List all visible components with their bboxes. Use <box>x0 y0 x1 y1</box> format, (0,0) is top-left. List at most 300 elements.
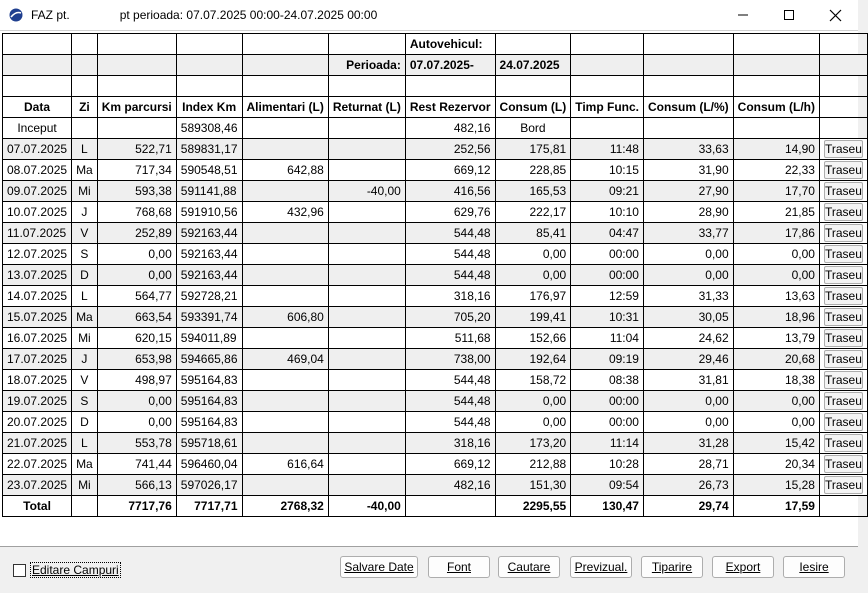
cell-rest: 544,48 <box>405 265 495 286</box>
cell-timp: 11:04 <box>571 328 644 349</box>
traseu-cell <box>819 160 867 181</box>
empty-cell <box>72 34 98 55</box>
cell-alim: 606,80 <box>242 307 328 328</box>
cell-rest: 738,00 <box>405 349 495 370</box>
maximize-button[interactable] <box>766 0 812 30</box>
cell-index: 592163,44 <box>176 223 242 244</box>
cell-alim <box>242 244 328 265</box>
info-row-autovehicul <box>3 34 868 55</box>
close-button[interactable] <box>812 0 858 30</box>
traseu-button[interactable]: Traseu <box>824 205 862 219</box>
cell-consum: 0,00 <box>495 244 571 265</box>
table-row[interactable] <box>3 412 868 433</box>
cell-ret <box>328 412 405 433</box>
cell-ret <box>328 454 405 475</box>
empty-cell <box>405 76 495 97</box>
cell-zi: J <box>72 202 98 223</box>
traseu-cell <box>819 307 867 328</box>
cell-alim <box>242 265 328 286</box>
cell-consum: 175,81 <box>495 139 571 160</box>
traseu-cell <box>819 349 867 370</box>
cell-rest: 318,16 <box>405 286 495 307</box>
cell-clh: 20,68 <box>733 349 819 370</box>
cell-ret: -40,00 <box>328 181 405 202</box>
cell-km: 553,78 <box>97 433 176 454</box>
cell-alim <box>242 181 328 202</box>
empty-cell <box>495 34 571 55</box>
cell-timp: 10:28 <box>571 454 644 475</box>
cell-timp: 00:00 <box>571 391 644 412</box>
cell-zi: V <box>72 223 98 244</box>
empty-cell <box>176 34 242 55</box>
cell-km: 0,00 <box>97 391 176 412</box>
traseu-cell <box>819 370 867 391</box>
cell-ret <box>328 244 405 265</box>
cell-clh: 15,42 <box>733 433 819 454</box>
cell-timp: 10:31 <box>571 307 644 328</box>
cell-timp: 11:14 <box>571 433 644 454</box>
cell-km: 498,97 <box>97 370 176 391</box>
cell-rest: 544,48 <box>405 391 495 412</box>
traseu-cell <box>819 223 867 244</box>
traseu-button[interactable]: Traseu <box>824 478 862 492</box>
cell-alim <box>242 370 328 391</box>
cell-consum: 0,00 <box>495 265 571 286</box>
cell-data: 11.07.2025 <box>3 223 72 244</box>
cell-clh: 0,00 <box>733 391 819 412</box>
cell-index: 592163,44 <box>176 244 242 265</box>
cell-km: 768,68 <box>97 202 176 223</box>
cell-data: 22.07.2025 <box>3 454 72 475</box>
cell-clh: 15,28 <box>733 475 819 496</box>
cell-consum: 158,72 <box>495 370 571 391</box>
header-row <box>3 97 868 118</box>
cell-clh: 18,96 <box>733 307 819 328</box>
cell-index: 591141,88 <box>176 181 242 202</box>
cell-alim <box>242 328 328 349</box>
traseu-button[interactable]: Traseu <box>824 142 862 156</box>
cell-index: 594011,89 <box>176 328 242 349</box>
column-header[interactable]: Km parcursi <box>97 97 176 118</box>
cell-ret <box>328 265 405 286</box>
cell-ret <box>328 370 405 391</box>
perioada-end: 24.07.2025 <box>495 55 571 76</box>
title-redacted-vehicle <box>70 9 120 21</box>
traseu-cell <box>819 433 867 454</box>
table-row[interactable] <box>3 391 868 412</box>
cell-consum: 0,00 <box>495 391 571 412</box>
table-row[interactable] <box>3 307 868 328</box>
cell-ret <box>328 223 405 244</box>
cell-zi: J <box>72 349 98 370</box>
cell-cpct: 28,71 <box>643 454 733 475</box>
total-label: Total <box>3 496 72 517</box>
empty-cell <box>97 118 176 139</box>
cell-rest: 511,68 <box>405 328 495 349</box>
cell-timp: 09:21 <box>571 181 644 202</box>
cautare-button[interactable]: Cautare <box>498 556 560 578</box>
cell-cpct: 26,73 <box>643 475 733 496</box>
traseu-cell <box>819 475 867 496</box>
spacer-row <box>3 76 868 97</box>
cell-timp: 09:54 <box>571 475 644 496</box>
cell-zi: V <box>72 370 98 391</box>
cell-consum: 152,66 <box>495 328 571 349</box>
cell-km: 741,44 <box>97 454 176 475</box>
cell-cpct: 28,90 <box>643 202 733 223</box>
cell-rest: 544,48 <box>405 412 495 433</box>
cell-timp: 08:38 <box>571 370 644 391</box>
cell-alim <box>242 433 328 454</box>
cell-alim <box>242 223 328 244</box>
cell-cpct: 0,00 <box>643 412 733 433</box>
empty-cell <box>571 76 644 97</box>
traseu-button[interactable]: Traseu <box>824 163 862 177</box>
previzual-button[interactable]: Previzual. <box>570 556 632 578</box>
cell-timp: 11:48 <box>571 139 644 160</box>
cell-zi: Ma <box>72 307 98 328</box>
column-header[interactable]: Index Km <box>176 97 242 118</box>
empty-cell <box>72 55 98 76</box>
column-header[interactable]: Consum (L/%) <box>643 97 733 118</box>
cell-rest: 705,20 <box>405 307 495 328</box>
traseu-button[interactable]: Traseu <box>824 415 862 429</box>
cell-index: 592163,44 <box>176 265 242 286</box>
traseu-button[interactable]: Traseu <box>824 184 862 198</box>
column-header[interactable]: Timp Func. <box>571 97 644 118</box>
minimize-icon <box>738 10 748 20</box>
empty-cell <box>819 76 867 97</box>
total-ret: -40,00 <box>328 496 405 517</box>
cell-index: 594665,86 <box>176 349 242 370</box>
cell-km: 620,15 <box>97 328 176 349</box>
close-icon <box>830 10 841 21</box>
cell-consum: 165,53 <box>495 181 571 202</box>
cell-km: 0,00 <box>97 412 176 433</box>
cell-rest: 318,16 <box>405 433 495 454</box>
cell-zi: L <box>72 433 98 454</box>
cell-rest: 544,48 <box>405 223 495 244</box>
bottom-toolbar <box>0 547 858 593</box>
cell-rest: 416,56 <box>405 181 495 202</box>
iesire-button[interactable]: Iesire <box>783 556 845 578</box>
cell-ret <box>328 433 405 454</box>
table-row[interactable] <box>3 265 868 286</box>
empty-cell <box>72 496 98 517</box>
empty-cell <box>819 34 867 55</box>
traseu-button[interactable]: Traseu <box>824 394 862 408</box>
traseu-cell <box>819 181 867 202</box>
total-timp: 130,47 <box>571 496 644 517</box>
cell-data: 10.07.2025 <box>3 202 72 223</box>
table-row[interactable] <box>3 223 868 244</box>
cell-cpct: 31,28 <box>643 433 733 454</box>
traseu-cell <box>819 286 867 307</box>
cell-data: 17.07.2025 <box>3 349 72 370</box>
cell-km: 566,13 <box>97 475 176 496</box>
cell-zi: Ma <box>72 160 98 181</box>
cell-index: 595164,83 <box>176 391 242 412</box>
cell-data: 19.07.2025 <box>3 391 72 412</box>
cell-timp: 09:19 <box>571 349 644 370</box>
cell-cpct: 31,90 <box>643 160 733 181</box>
cell-index: 592728,21 <box>176 286 242 307</box>
info-row-perioada <box>3 55 868 76</box>
inceput-label: Inceput <box>3 118 72 139</box>
title-suffix: pt perioada: 07.07.2025 00:00-24.07.2025 00:00 <box>119 8 378 22</box>
traseu-button[interactable]: Traseu <box>824 247 862 261</box>
cell-clh: 18,38 <box>733 370 819 391</box>
table-row[interactable] <box>3 370 868 391</box>
table-row[interactable] <box>3 139 868 160</box>
table-row[interactable] <box>3 433 868 454</box>
empty-cell <box>97 76 176 97</box>
table-row[interactable] <box>3 244 868 265</box>
traseu-button[interactable]: Traseu <box>824 226 862 240</box>
cell-cpct: 33,77 <box>643 223 733 244</box>
table-row[interactable] <box>3 160 868 181</box>
cell-cpct: 31,81 <box>643 370 733 391</box>
cell-clh: 13,79 <box>733 328 819 349</box>
empty-cell <box>97 55 176 76</box>
cell-km: 717,34 <box>97 160 176 181</box>
minimize-button[interactable] <box>720 0 766 30</box>
cell-data: 07.07.2025 <box>3 139 72 160</box>
cell-clh: 20,34 <box>733 454 819 475</box>
cell-data: 16.07.2025 <box>3 328 72 349</box>
cell-rest: 252,56 <box>405 139 495 160</box>
empty-cell <box>72 76 98 97</box>
app-icon <box>9 8 23 22</box>
cell-cpct: 0,00 <box>643 244 733 265</box>
empty-cell <box>242 118 328 139</box>
cell-km: 663,54 <box>97 307 176 328</box>
empty-cell <box>733 76 819 97</box>
traseu-cell <box>819 265 867 286</box>
cell-rest: 482,16 <box>405 475 495 496</box>
cell-ret <box>328 328 405 349</box>
cell-data: 15.07.2025 <box>3 307 72 328</box>
cell-cpct: 31,33 <box>643 286 733 307</box>
table-row[interactable] <box>3 349 868 370</box>
cell-km: 564,77 <box>97 286 176 307</box>
empty-cell <box>328 34 405 55</box>
empty-cell <box>643 118 733 139</box>
empty-cell <box>72 118 98 139</box>
empty-cell <box>242 34 328 55</box>
cell-cpct: 30,05 <box>643 307 733 328</box>
total-index: 7717,71 <box>176 496 242 517</box>
cell-cpct: 33,63 <box>643 139 733 160</box>
cell-zi: Mi <box>72 181 98 202</box>
column-header[interactable]: Returnat (L) <box>328 97 405 118</box>
empty-cell <box>643 76 733 97</box>
empty-cell <box>819 97 867 118</box>
traseu-button[interactable]: Traseu <box>824 310 862 324</box>
cell-alim: 469,04 <box>242 349 328 370</box>
editare-campuri-label[interactable]: Editare Campuri <box>32 563 119 577</box>
cell-clh: 0,00 <box>733 412 819 433</box>
cell-clh: 17,86 <box>733 223 819 244</box>
empty-cell <box>733 55 819 76</box>
font-button[interactable]: Font <box>428 556 490 578</box>
total-alim: 2768,32 <box>242 496 328 517</box>
cell-alim <box>242 139 328 160</box>
empty-cell <box>643 34 733 55</box>
title-prefix: FAZ pt. <box>31 8 70 22</box>
table-row[interactable] <box>3 181 868 202</box>
column-header[interactable]: Consum (L/h) <box>733 97 819 118</box>
traseu-cell <box>819 244 867 265</box>
report-grid-area <box>0 30 862 547</box>
cell-clh: 13,63 <box>733 286 819 307</box>
cell-ret <box>328 475 405 496</box>
inceput-row <box>3 118 868 139</box>
autovehicul-label: Autovehicul: <box>405 34 495 55</box>
cell-data: 12.07.2025 <box>3 244 72 265</box>
column-header[interactable]: Rest Rezervor <box>405 97 495 118</box>
cell-data: 21.07.2025 <box>3 433 72 454</box>
cell-clh: 14,90 <box>733 139 819 160</box>
cell-zi: Mi <box>72 328 98 349</box>
cell-ret <box>328 307 405 328</box>
traseu-cell <box>819 202 867 223</box>
cell-rest: 669,12 <box>405 160 495 181</box>
cell-ret <box>328 202 405 223</box>
traseu-button[interactable]: Traseu <box>824 436 862 450</box>
cell-timp: 10:10 <box>571 202 644 223</box>
perioada-start: 07.07.2025- <box>405 55 495 76</box>
cell-timp: 10:15 <box>571 160 644 181</box>
column-header[interactable]: Zi <box>72 97 98 118</box>
cell-km: 0,00 <box>97 244 176 265</box>
traseu-cell <box>819 391 867 412</box>
cell-cpct: 24,62 <box>643 328 733 349</box>
cell-index: 591910,56 <box>176 202 242 223</box>
editare-campuri-checkbox[interactable] <box>13 562 121 578</box>
empty-cell <box>733 34 819 55</box>
cell-zi: D <box>72 412 98 433</box>
cell-alim: 616,64 <box>242 454 328 475</box>
traseu-button[interactable]: Traseu <box>824 331 862 345</box>
cell-data: 09.07.2025 <box>3 181 72 202</box>
empty-cell <box>3 76 72 97</box>
cell-cpct: 0,00 <box>643 391 733 412</box>
traseu-cell <box>819 454 867 475</box>
checkbox-box[interactable] <box>13 564 26 577</box>
salvare-date-button[interactable]: Salvare Date <box>340 556 418 578</box>
cell-data: 20.07.2025 <box>3 412 72 433</box>
column-header[interactable]: Consum (L) <box>495 97 571 118</box>
cell-km: 0,00 <box>97 265 176 286</box>
column-header[interactable]: Data <box>3 97 72 118</box>
window-title <box>31 8 377 22</box>
traseu-button[interactable]: Traseu <box>824 457 862 471</box>
cell-alim <box>242 475 328 496</box>
empty-cell <box>242 55 328 76</box>
cell-index: 595164,83 <box>176 370 242 391</box>
cell-timp: 00:00 <box>571 412 644 433</box>
cell-km: 522,71 <box>97 139 176 160</box>
traseu-button[interactable]: Traseu <box>824 352 862 366</box>
cell-cpct: 27,90 <box>643 181 733 202</box>
cell-rest: 544,48 <box>405 244 495 265</box>
table-row[interactable] <box>3 286 868 307</box>
tiparire-button[interactable]: Tiparire <box>641 556 703 578</box>
cell-index: 597026,17 <box>176 475 242 496</box>
traseu-button[interactable]: Traseu <box>824 373 862 387</box>
cell-consum: 85,41 <box>495 223 571 244</box>
empty-cell <box>733 118 819 139</box>
cell-alim <box>242 286 328 307</box>
total-rest <box>405 496 495 517</box>
empty-cell <box>97 34 176 55</box>
cell-alim: 642,88 <box>242 160 328 181</box>
cell-zi: D <box>72 265 98 286</box>
total-cpct: 29,74 <box>643 496 733 517</box>
empty-cell <box>242 76 328 97</box>
inceput-rest: 482,16 <box>405 118 495 139</box>
cell-consum: 212,88 <box>495 454 571 475</box>
cell-data: 23.07.2025 <box>3 475 72 496</box>
cell-data: 18.07.2025 <box>3 370 72 391</box>
cell-clh: 0,00 <box>733 244 819 265</box>
empty-cell <box>571 34 644 55</box>
perioada-label: Perioada: <box>328 55 405 76</box>
report-table[interactable] <box>2 33 868 517</box>
traseu-cell <box>819 328 867 349</box>
total-clh: 17,59 <box>733 496 819 517</box>
cell-data: 08.07.2025 <box>3 160 72 181</box>
export-button[interactable]: Export <box>712 556 774 578</box>
empty-cell <box>819 118 867 139</box>
empty-cell <box>3 34 72 55</box>
cell-data: 13.07.2025 <box>3 265 72 286</box>
cell-zi: Mi <box>72 475 98 496</box>
table-row[interactable] <box>3 328 868 349</box>
cell-consum: 199,41 <box>495 307 571 328</box>
empty-cell <box>819 55 867 76</box>
cell-ret <box>328 391 405 412</box>
table-row[interactable] <box>3 454 868 475</box>
cell-alim <box>242 391 328 412</box>
cell-zi: Ma <box>72 454 98 475</box>
cell-cpct: 29,46 <box>643 349 733 370</box>
maximize-icon <box>784 10 794 20</box>
cell-ret <box>328 286 405 307</box>
cell-consum: 173,20 <box>495 433 571 454</box>
cell-ret <box>328 160 405 181</box>
traseu-cell <box>819 412 867 433</box>
traseu-button[interactable]: Traseu <box>824 289 862 303</box>
empty-cell <box>643 55 733 76</box>
cell-timp: 12:59 <box>571 286 644 307</box>
cell-consum: 176,97 <box>495 286 571 307</box>
table-row[interactable] <box>3 202 868 223</box>
cell-consum: 0,00 <box>495 412 571 433</box>
traseu-button[interactable]: Traseu <box>824 268 862 282</box>
cell-index: 595164,83 <box>176 412 242 433</box>
title-bar <box>0 0 858 30</box>
column-header[interactable]: Alimentari (L) <box>242 97 328 118</box>
cell-clh: 17,70 <box>733 181 819 202</box>
cell-index: 589831,17 <box>176 139 242 160</box>
cell-index: 593391,74 <box>176 307 242 328</box>
empty-cell <box>328 118 405 139</box>
total-consum: 2295,55 <box>495 496 571 517</box>
inceput-index-km: 589308,46 <box>176 118 242 139</box>
table-row[interactable] <box>3 475 868 496</box>
